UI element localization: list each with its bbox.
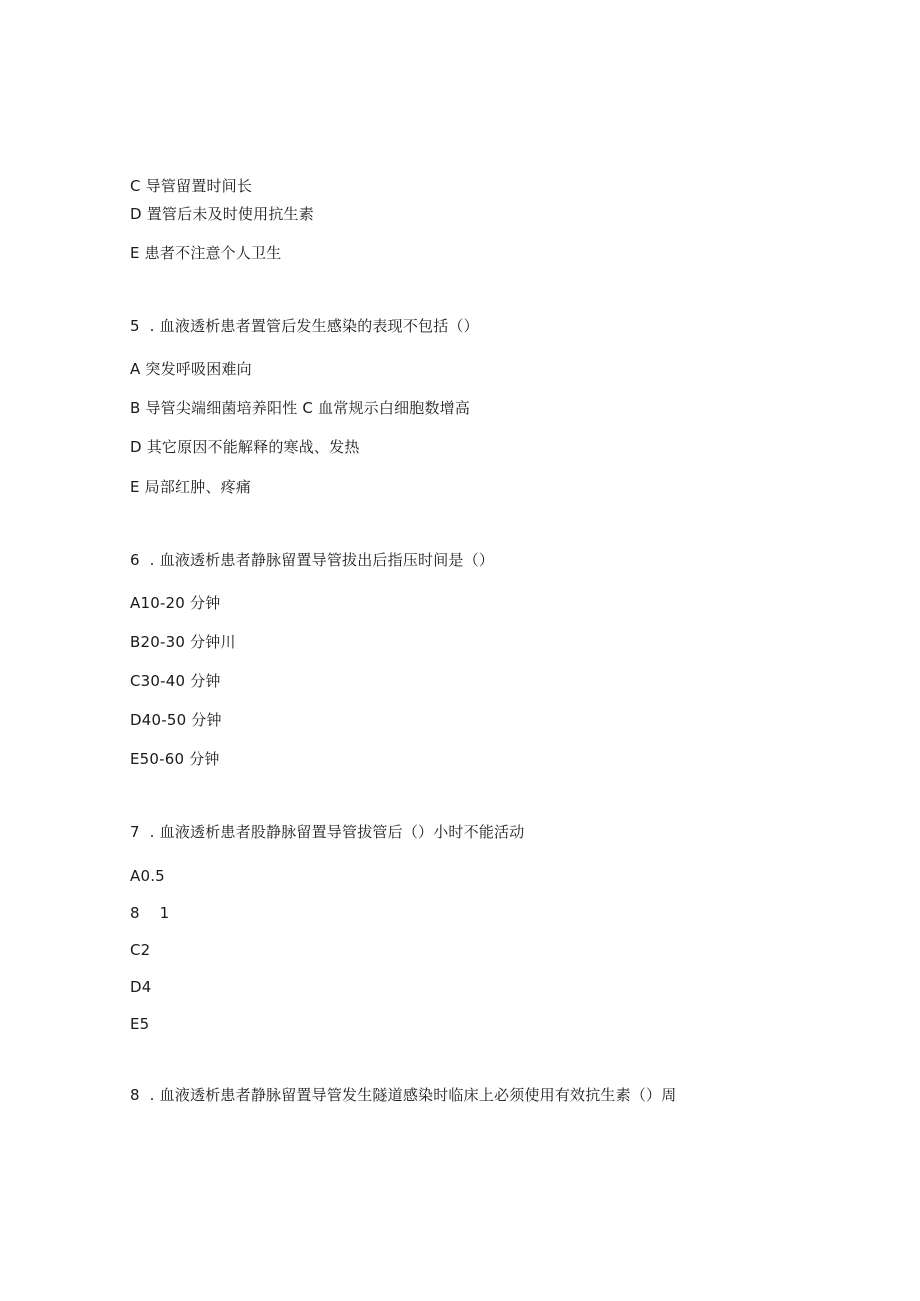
question-7: 7 . 血液透析患者股静脉留置导管拔管后（）小时不能活动 [130, 823, 525, 841]
option-7e: E5 [130, 1015, 150, 1033]
option-6b: B20-30 分钟川 [130, 633, 236, 651]
option-7b: 8 1 [130, 904, 170, 922]
option-7d: D4 [130, 978, 152, 996]
option-5e: E 局部红肿、疼痛 [130, 478, 252, 496]
option-4e: E 患者不注意个人卫生 [130, 244, 282, 262]
option-5d: D 其它原因不能解释的寒战、发热 [130, 438, 360, 456]
option-6c: C30-40 分钟 [130, 672, 221, 690]
option-4d: D 置管后未及时使用抗生素 [130, 205, 314, 223]
option-5a: A 突发呼吸困难向 [130, 360, 252, 378]
option-5b-5c: B 导管尖端细菌培养阳性 C 血常规示白细胞数增高 [130, 399, 471, 417]
option-7c: C2 [130, 941, 151, 959]
option-6a: A10-20 分钟 [130, 594, 221, 612]
option-6e: E50-60 分钟 [130, 750, 220, 768]
option-6d: D40-50 分钟 [130, 711, 222, 729]
option-4c: C 导管留置时间长 [130, 177, 253, 195]
option-7a: A0.5 [130, 867, 165, 885]
question-6: 6 . 血液透析患者静脉留置导管拔出后指压时间是（） [130, 551, 495, 569]
question-8: 8 . 血液透析患者静脉留置导管发生隧道感染时临床上必须使用有效抗生素（）周 [130, 1086, 677, 1104]
question-5: 5 . 血液透析患者置管后发生感染的表现不包括（） [130, 317, 479, 335]
